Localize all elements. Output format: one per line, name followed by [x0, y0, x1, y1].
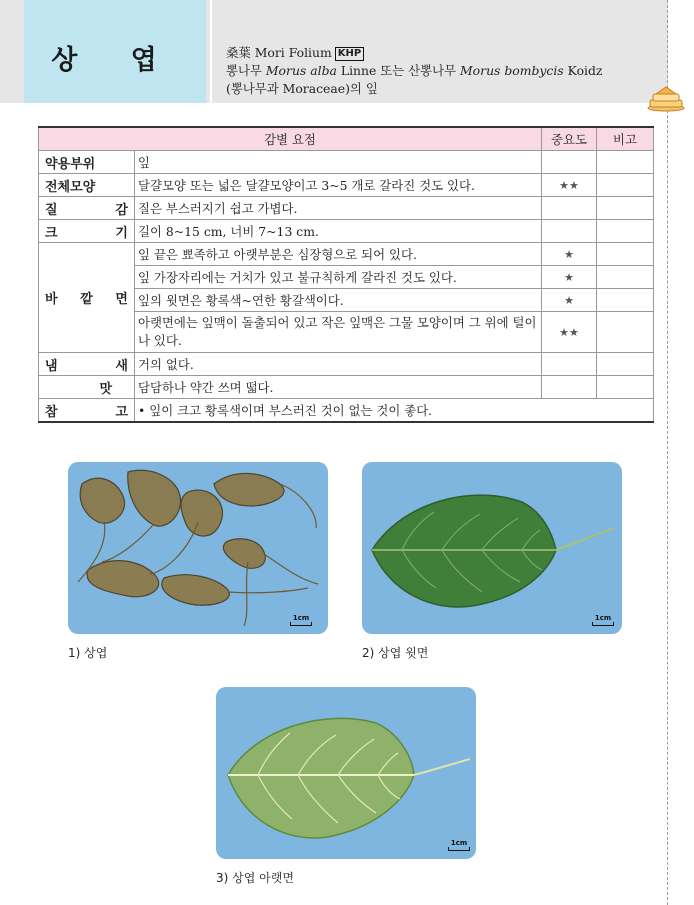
- herb-latin-name: Mori Folium: [254, 45, 332, 60]
- row-importance: ★★: [542, 174, 597, 197]
- photo-leaf-upper: [362, 462, 622, 634]
- identification-table: [38, 126, 654, 423]
- species-name-2: Morus bombycis: [460, 63, 564, 78]
- row-note: [597, 243, 654, 266]
- row-importance: ★★: [542, 312, 597, 353]
- row-note: [597, 353, 654, 376]
- origin-plant-c: Koidz: [567, 63, 603, 78]
- photo-leaf-lower: [216, 687, 476, 859]
- row-label: 냄 새: [39, 353, 135, 376]
- table-row: [39, 399, 654, 423]
- herb-info-line1: [226, 44, 602, 62]
- photo-caption: 1) 상엽: [68, 646, 108, 660]
- row-importance: ★: [542, 266, 597, 289]
- scale-bar: 1cm: [448, 839, 470, 851]
- row-text: 잎 가장자리에는 거치가 있고 불규칙하게 갈라진 것도 있다.: [135, 266, 542, 289]
- book-stack-icon: [646, 84, 686, 112]
- row-text: 잎: [135, 151, 542, 174]
- row-text: 길이 8~15 cm, 너비 7~13 cm.: [135, 220, 542, 243]
- header-remarks: 비고: [597, 127, 654, 151]
- row-text: 달걀모양 또는 넓은 달걀모양이고 3~5 개로 갈라진 것도 있다.: [135, 174, 542, 197]
- header-importance: 중요도: [542, 127, 597, 151]
- row-importance: ★: [542, 289, 597, 312]
- row-text: 질은 부스러지기 쉽고 가볍다.: [135, 197, 542, 220]
- herb-info-line3: (뽕나무과 Moraceae)의 잎: [226, 81, 378, 96]
- row-importance: [542, 197, 597, 220]
- species-name-1: Morus alba: [265, 63, 337, 78]
- photo-caption: 2) 상엽 윗면: [362, 646, 429, 660]
- photo-caption: 3) 상엽 아랫면: [216, 871, 294, 885]
- row-label: 전체모양: [39, 174, 135, 197]
- row-importance: [542, 376, 597, 399]
- row-note: [597, 220, 654, 243]
- row-label: 질 감: [39, 197, 135, 220]
- row-note: [597, 151, 654, 174]
- row-importance: [542, 220, 597, 243]
- table-row: [39, 197, 654, 220]
- row-label: 크 기: [39, 220, 135, 243]
- scale-bar: 1cm: [592, 614, 614, 626]
- row-label: 약용부위: [39, 151, 135, 174]
- row-note: [597, 312, 654, 353]
- row-text: 담담하나 약간 쓰며 떫다.: [135, 376, 542, 399]
- row-text: 잎의 윗면은 황록색~연한 황갈색이다.: [135, 289, 542, 312]
- row-label: 바 깥 면: [39, 243, 135, 353]
- table-row: [39, 353, 654, 376]
- row-importance: ★: [542, 243, 597, 266]
- herb-info-line2: [226, 62, 602, 80]
- table-row: [39, 151, 654, 174]
- title-separator: [210, 0, 212, 103]
- row-importance: [542, 151, 597, 174]
- origin-plant-a: 뽕나무: [226, 63, 262, 78]
- herb-hanja-name: 桑葉: [226, 45, 251, 60]
- row-note: [597, 266, 654, 289]
- dried-leaves-illustration: [68, 462, 328, 634]
- leaf-upper-illustration: [362, 462, 622, 634]
- khp-badge: KHP: [335, 47, 364, 61]
- table-row: [39, 220, 654, 243]
- row-note: [597, 197, 654, 220]
- row-importance: [542, 353, 597, 376]
- table-row: [39, 174, 654, 197]
- page-title: 상 엽: [51, 45, 179, 76]
- row-note: [597, 174, 654, 197]
- table-header-row: [39, 127, 654, 151]
- row-note: [597, 289, 654, 312]
- row-label: 참 고: [39, 399, 135, 423]
- origin-plant-b: Linne 또는 산뽕나무: [340, 63, 457, 78]
- row-text: 아랫면에는 잎맥이 돌출되어 있고 작은 잎맥은 그물 모양이며 그 위에 털이 나 있다.: [135, 312, 542, 353]
- row-text: • 잎이 크고 황록색이며 부스러진 것이 없는 것이 좋다.: [135, 399, 654, 423]
- photo-dried-leaves: [68, 462, 328, 634]
- header-key-points: 감별 요점: [39, 127, 542, 151]
- herb-info: [226, 44, 602, 98]
- leaf-lower-illustration: [216, 687, 476, 859]
- table-row: [39, 376, 654, 399]
- row-text: 잎 끝은 뾰족하고 아랫부분은 심장형으로 되어 있다.: [135, 243, 542, 266]
- row-label: 맛: [39, 376, 135, 399]
- page-edge-line: [667, 0, 668, 905]
- scale-bar: 1cm: [290, 614, 312, 626]
- row-text: 거의 없다.: [135, 353, 542, 376]
- table-row: [39, 243, 654, 266]
- row-note: [597, 376, 654, 399]
